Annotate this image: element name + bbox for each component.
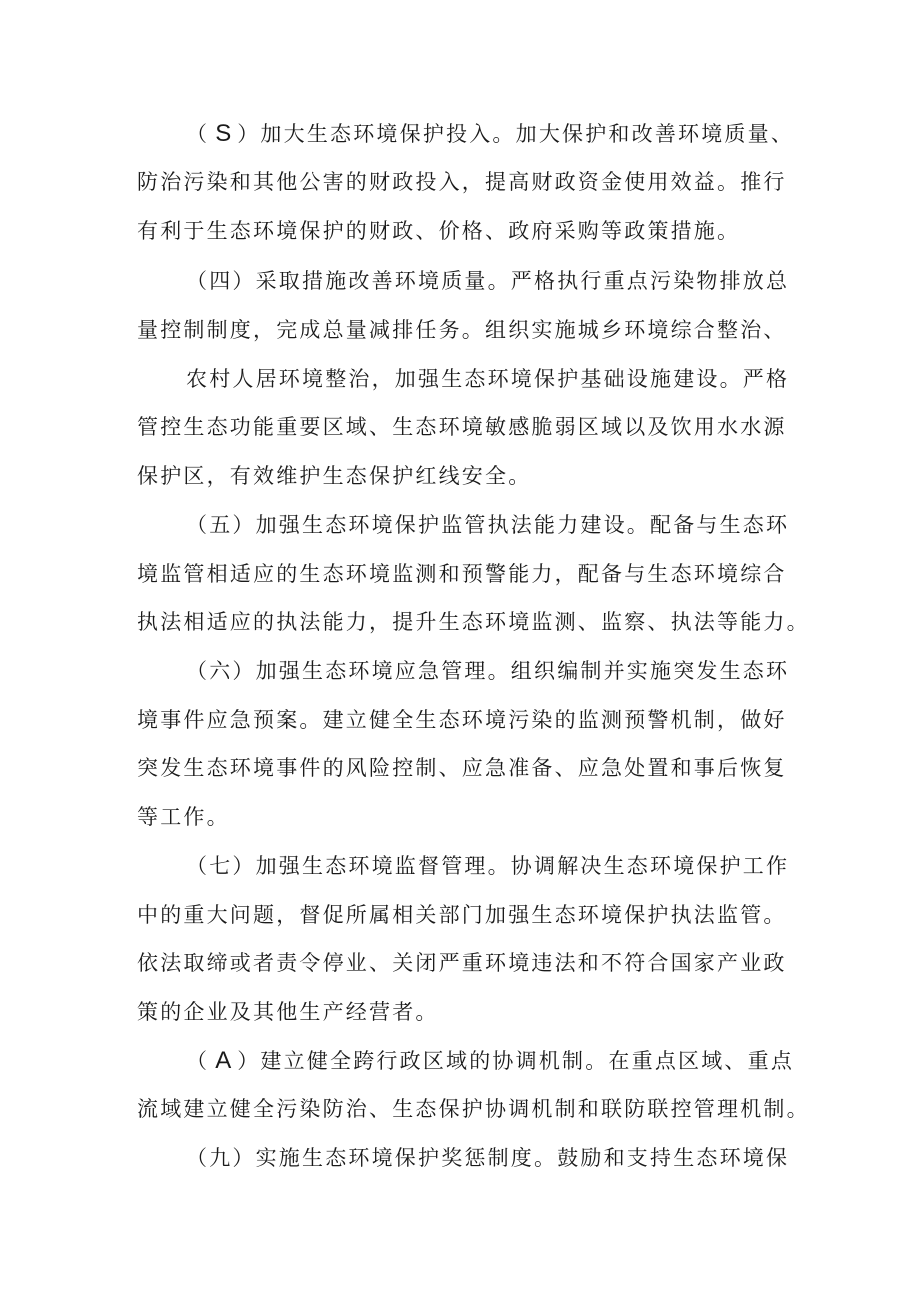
text-run: 保护区，有效维护生态保护红线安全。 [137, 464, 532, 488]
text-run: 境事件应急预案。建立健全生态环境污染的监测预警机制，做好 [137, 708, 787, 732]
text-run: （五）加强生态环境保护监管执法能力建设。配备与生态环 [186, 513, 790, 537]
text-line [137, 1094, 810, 1124]
text-line [186, 656, 789, 686]
text-line [137, 216, 740, 246]
text-run: 等工作。 [137, 805, 230, 829]
text-line [186, 1143, 789, 1173]
text-run: 突发生态环境事件的风险控制、应急准备、应急处置和事后恢复 [137, 756, 787, 780]
text-line [137, 705, 787, 735]
text-run: （九）实施生态环境保护奖惩制度。鼓励和支持生态环境保 [186, 1146, 790, 1170]
text-run: （四）采取措施改善环境质量。严格执行重点污染物排放总 [186, 269, 790, 293]
text-line [137, 461, 531, 491]
section-marker: S [215, 120, 232, 147]
text-run: 执法相适应的执法能力，提升生态环境监测、监察、执法等能力。 [137, 610, 810, 634]
text-run: （ [186, 1049, 210, 1073]
text-line [137, 802, 230, 832]
text-line [137, 412, 787, 442]
text-line [186, 510, 789, 540]
text-run: （ [186, 122, 210, 146]
text-run: 管控生态功能重要区域、生态环境敏感脆弱区域以及饮用水水源 [137, 415, 787, 439]
text-run: 策的企业及其他生产经营者。 [137, 1000, 439, 1024]
text-run: 农村人居环境整治，加强生态环境保护基础设施建设。严格 [186, 367, 790, 391]
text-line [137, 997, 439, 1027]
text-line [137, 559, 787, 589]
text-line [137, 900, 787, 930]
text-line [137, 167, 787, 197]
text-run: ）建立健全跨行政区域的协调机制。在重点区域、重点 [237, 1049, 795, 1073]
text-line [137, 753, 787, 783]
text-run: 有利于生态环境保护的财政、价格、政府采购等政策措施。 [137, 219, 741, 243]
text-run: 中的重大问题，督促所属相关部门加强生态环境保护执法监管。 [137, 903, 787, 927]
text-run: 流域建立健全污染防治、生态保护协调机制和联防联控管理机制。 [137, 1097, 810, 1121]
section-marker: A [215, 1047, 232, 1074]
text-run: ）加大生态环境保护投入。加大保护和改善环境质量、 [237, 122, 795, 146]
text-line [137, 607, 810, 637]
text-line [186, 851, 789, 881]
text-run: 量控制制度，完成总量减排任务。组织实施城乡环境综合整治、 [137, 318, 787, 342]
text-line [186, 119, 794, 149]
text-run: 防治污染和其他公害的财政投入，提高财政资金使用效益。推行 [137, 170, 787, 194]
text-line [186, 266, 789, 296]
text-run: 境监管相适应的生态环境监测和预警能力，配备与生态环境综合 [137, 562, 787, 586]
text-line [137, 315, 787, 345]
text-line [186, 1046, 794, 1076]
text-run: （七）加强生态环境监督管理。协调解决生态环境保护工作 [186, 854, 790, 878]
text-line [186, 364, 789, 394]
text-run: （六）加强生态环境应急管理。组织编制并实施突发生态环 [186, 659, 790, 683]
text-line [137, 948, 787, 978]
text-run: 依法取缔或者责令停业、关闭严重环境违法和不符合国家产业政 [137, 951, 787, 975]
